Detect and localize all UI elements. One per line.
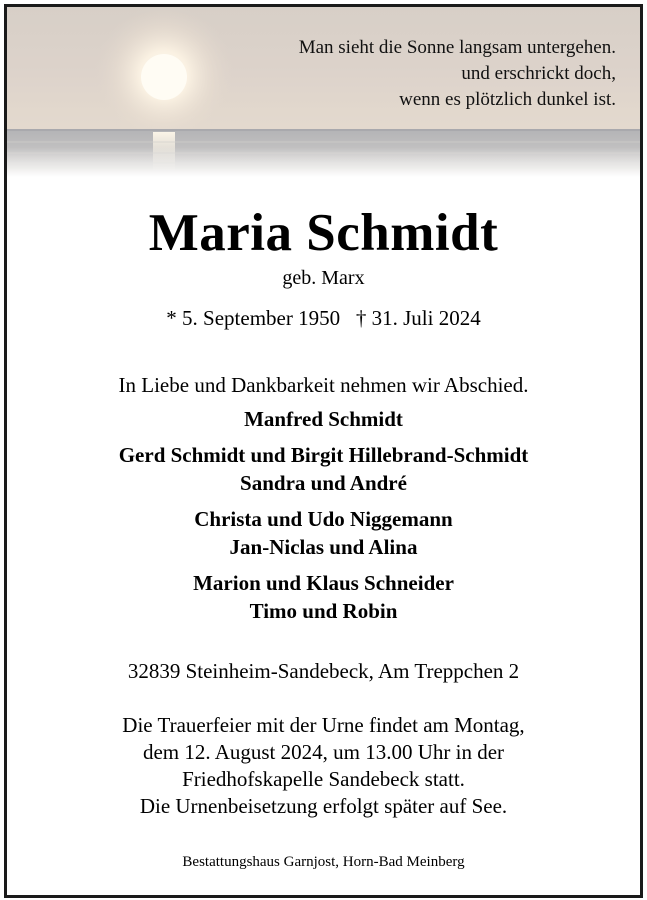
service-line: Die Trauerfeier mit der Urne findet am Montag, [122, 713, 525, 737]
service-line: Friedhofskapelle Sandebeck statt. [182, 767, 465, 791]
funeral-home: Bestattungshaus Garnjost, Horn-Bad Meinberg [182, 854, 465, 870]
mourner-group [7, 441, 640, 497]
poem-line: Man sieht die Sonne langsam untergehen. [298, 37, 616, 58]
poem-line: und erschrickt doch, [461, 63, 616, 84]
mourner-group [7, 405, 640, 433]
mourner-group [7, 569, 640, 625]
address: 32839 Steinheim-Sandebeck, Am Treppchen 2 [127, 659, 520, 683]
death-date: † 31. Juli 2024 [355, 306, 481, 330]
deceased-name: Maria Schmidt [148, 204, 499, 262]
mourners-list [7, 405, 640, 633]
service-line: Die Urnenbeisetzung erfolgt später auf See. [139, 794, 508, 818]
poem-line: wenn es plötzlich dunkel ist. [399, 89, 616, 110]
farewell-text: In Liebe und Dankbarkeit nehmen wir Abschied. [118, 373, 529, 397]
poem [299, 35, 616, 113]
obituary-card [4, 4, 643, 898]
mourner-line: Sandra und André [240, 471, 407, 495]
mourner-line: Christa und Udo Niggemann [194, 507, 453, 531]
mourner-group [7, 505, 640, 561]
mourner-line: Jan-Niclas und Alina [229, 535, 418, 559]
mourner-line: Timo und Robin [249, 599, 398, 623]
service-info [7, 712, 640, 820]
sunset-sea-image [7, 7, 640, 177]
birth-name: geb. Marx [282, 267, 365, 289]
birth-date: * 5. September 1950 [166, 306, 341, 330]
mourner-line: Manfred Schmidt [244, 407, 403, 431]
mourner-line: Gerd Schmidt und Birgit Hillebrand-Schmidt [118, 443, 529, 467]
service-line: dem 12. August 2024, um 13.00 Uhr in der [142, 740, 505, 764]
mourner-line: Marion und Klaus Schneider [193, 571, 454, 595]
life-dates [7, 305, 640, 331]
